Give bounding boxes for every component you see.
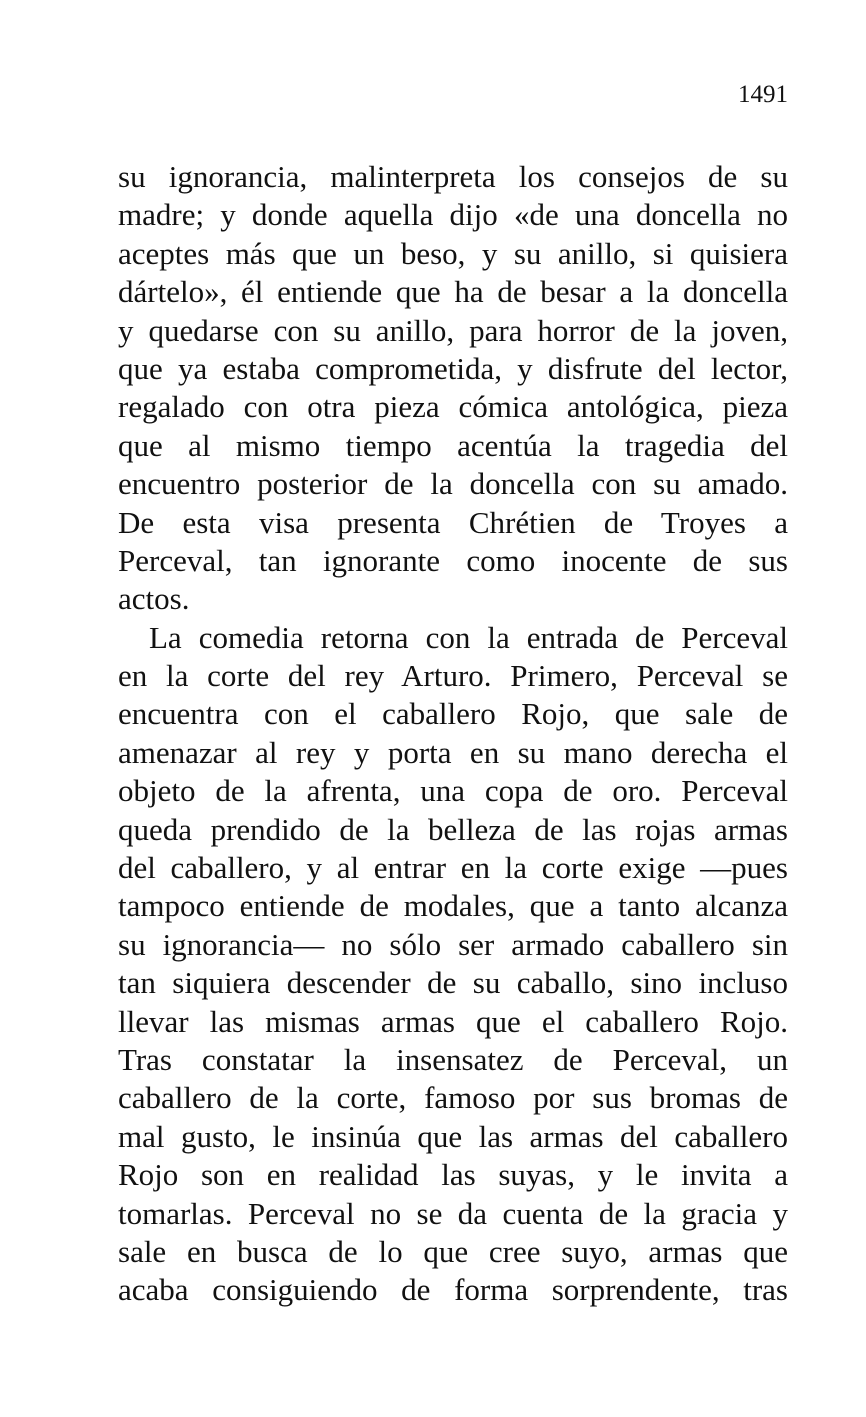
paragraph bbox=[118, 158, 788, 619]
page-number: 1491 bbox=[738, 81, 788, 108]
text-line: objeto de la afrenta, una copa de oro. Perceval bbox=[118, 773, 788, 809]
text-line: que al mismo tiempo acentúa la tragedia del bbox=[118, 427, 788, 463]
text-line: encuentro posterior de la doncella con su amado. bbox=[118, 466, 788, 502]
text-line: encuentra con el caballero Rojo, que sale de bbox=[118, 696, 788, 732]
body-text bbox=[118, 158, 788, 1310]
text-line: actos. bbox=[118, 581, 190, 617]
text-line: su ignorancia— no sólo ser armado caballero sin bbox=[118, 926, 788, 962]
text-line: su ignorancia, malinterpreta los consejos de su bbox=[118, 159, 788, 194]
text-line: y quedarse con su anillo, para horror de la joven, bbox=[118, 312, 788, 348]
text-line: queda prendido de la belleza de las rojas armas bbox=[118, 811, 788, 847]
text-line: Tras constatar la insensatez de Perceval, un bbox=[118, 1041, 788, 1077]
text-line: regalado con otra pieza cómica antológica, pieza bbox=[118, 389, 788, 425]
text-line: aceptes más que un beso, y su anillo, si quisiera bbox=[118, 235, 788, 271]
text-line: llevar las mismas armas que el caballero Rojo. bbox=[118, 1003, 788, 1039]
text-line: madre; y donde aquella dijo «de una doncella no bbox=[118, 197, 788, 233]
paragraph bbox=[118, 619, 788, 1310]
text-line: del caballero, y al entrar en la corte exige —pues bbox=[118, 850, 788, 886]
text-line: tomarlas. Perceval no se da cuenta de la gracia y bbox=[118, 1195, 788, 1231]
text-line: tan siquiera descender de su caballo, sino incluso bbox=[118, 965, 788, 1001]
text-line: dártelo», él entiende que ha de besar a la doncella bbox=[118, 274, 788, 310]
text-line: La comedia retorna con la entrada de Perceval bbox=[149, 619, 788, 655]
text-line: en la corte del rey Arturo. Primero, Perceval se bbox=[118, 658, 788, 694]
text-line: caballero de la corte, famoso por sus bromas de bbox=[118, 1080, 788, 1116]
text-line: Perceval, tan ignorante como inocente de sus bbox=[118, 542, 788, 578]
text-line: sale en busca de lo que cree suyo, armas que bbox=[118, 1233, 788, 1269]
text-line: tampoco entiende de modales, que a tanto alcanza bbox=[118, 888, 788, 924]
text-line: De esta visa presenta Chrétien de Troyes a bbox=[118, 504, 788, 540]
text-line: mal gusto, le insinúa que las armas del caballero bbox=[118, 1118, 788, 1154]
text-line: que ya estaba comprometida, y disfrute del lector, bbox=[118, 350, 788, 386]
text-line: Rojo son en realidad las suyas, y le invita a bbox=[118, 1157, 788, 1193]
text-line: acaba consiguiendo de forma sorprendente, tras bbox=[118, 1272, 788, 1308]
text-line: amenazar al rey y porta en su mano derecha el bbox=[118, 734, 788, 770]
